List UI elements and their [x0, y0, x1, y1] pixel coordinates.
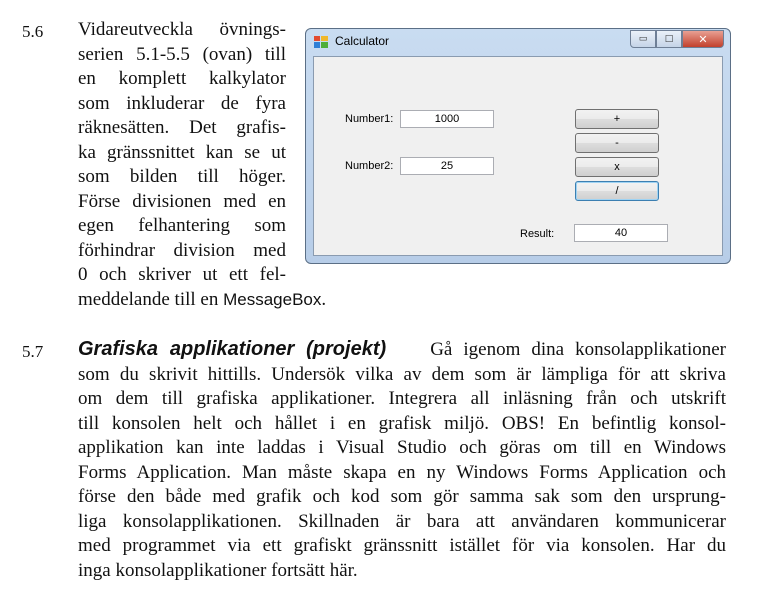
- number1-label: Number1:: [345, 113, 394, 125]
- form-client-area: [313, 56, 723, 256]
- text-line: [78, 288, 327, 313]
- maximize-button[interactable]: [656, 30, 682, 48]
- messagebox-term: MessageBox: [223, 289, 322, 309]
- text-line: förse den både med grafik och kod som gör samma sak som den ursprung-: [78, 486, 726, 507]
- application-icon: [314, 36, 328, 48]
- window-titlebar[interactable]: [306, 29, 730, 55]
- text-line: serien 5.1-5.5 (ovan) till: [78, 43, 286, 65]
- add-button[interactable]: +: [575, 109, 659, 129]
- calculator-window: [305, 28, 731, 264]
- minimize-icon: ▭: [638, 34, 648, 44]
- text-fragment: meddelande till en: [78, 288, 224, 310]
- text-line: med programmet via ett grafiskt gränssnitt istället för via konsolen. Har du: [78, 535, 726, 556]
- multiply-button[interactable]: x: [575, 157, 659, 177]
- text-line: ka gränssnittet kan se ut: [78, 141, 286, 163]
- result-field[interactable]: 40: [574, 224, 668, 242]
- window-controls: [630, 30, 724, 48]
- text-line: om dem till grafiska applikationer. Integrera all inläsning från och utskrift: [78, 388, 726, 409]
- number2-field[interactable]: 25: [400, 157, 494, 175]
- window-title: Calculator: [335, 34, 390, 48]
- text-line: som inkluderar de fyra: [78, 92, 286, 114]
- text-line: liga konsolapplikationen. Skillnaden är bara att användaren kommunicerar: [78, 510, 726, 532]
- exercise-number-5-7: 5.7: [22, 342, 44, 361]
- text-fragment: Gå igenom dina konsolapplikationer: [430, 339, 727, 360]
- maximize-icon: □: [664, 34, 674, 44]
- subtract-button[interactable]: -: [575, 133, 659, 153]
- close-button[interactable]: [682, 30, 724, 48]
- text-line: Forms Application. Man måste skapa en ny Windows Forms Application och: [78, 461, 726, 483]
- text-line: som bilden till höger.: [78, 166, 286, 187]
- number2-label: Number2:: [345, 160, 394, 172]
- text-line: applikation kan inte laddas i Visual Studio och göras om till en Windows: [78, 437, 726, 458]
- text-line: inga konsolapplikationer fortsätt här.: [78, 559, 358, 581]
- number1-field[interactable]: 1000: [400, 110, 494, 128]
- text-line: 0 och skriver ut ett fel-: [78, 264, 286, 285]
- exercise-5-6-text: [78, 18, 327, 312]
- text-line: som du skrivit hittills. Undersök vilka av dem som är lämpliga för att skriva: [78, 363, 726, 385]
- text-line: Förse divisionen med en: [78, 190, 286, 212]
- text-line: till konsolen helt och hållet i en grafisk miljö. OBS! En befintlig konsol-: [78, 412, 726, 434]
- close-icon: ✕: [698, 32, 708, 46]
- text-fragment: .: [321, 288, 327, 310]
- exercise-5-7-text: [78, 337, 726, 583]
- text-line: Vidareutveckla övnings-: [78, 19, 286, 40]
- exercise-heading: Grafiska applikationer (projekt): [78, 338, 387, 360]
- divide-button[interactable]: /: [575, 181, 659, 201]
- text-line: [78, 337, 726, 363]
- text-line: förhindrar division med: [78, 239, 286, 261]
- text-line: en komplett kalkylator: [78, 68, 286, 89]
- text-line: räknesätten. Det grafis-: [78, 117, 286, 138]
- text-line: egen felhantering som: [78, 215, 286, 236]
- minimize-button[interactable]: [630, 30, 656, 48]
- result-label: Result:: [520, 228, 555, 240]
- exercise-number-5-6: 5.6: [22, 22, 44, 41]
